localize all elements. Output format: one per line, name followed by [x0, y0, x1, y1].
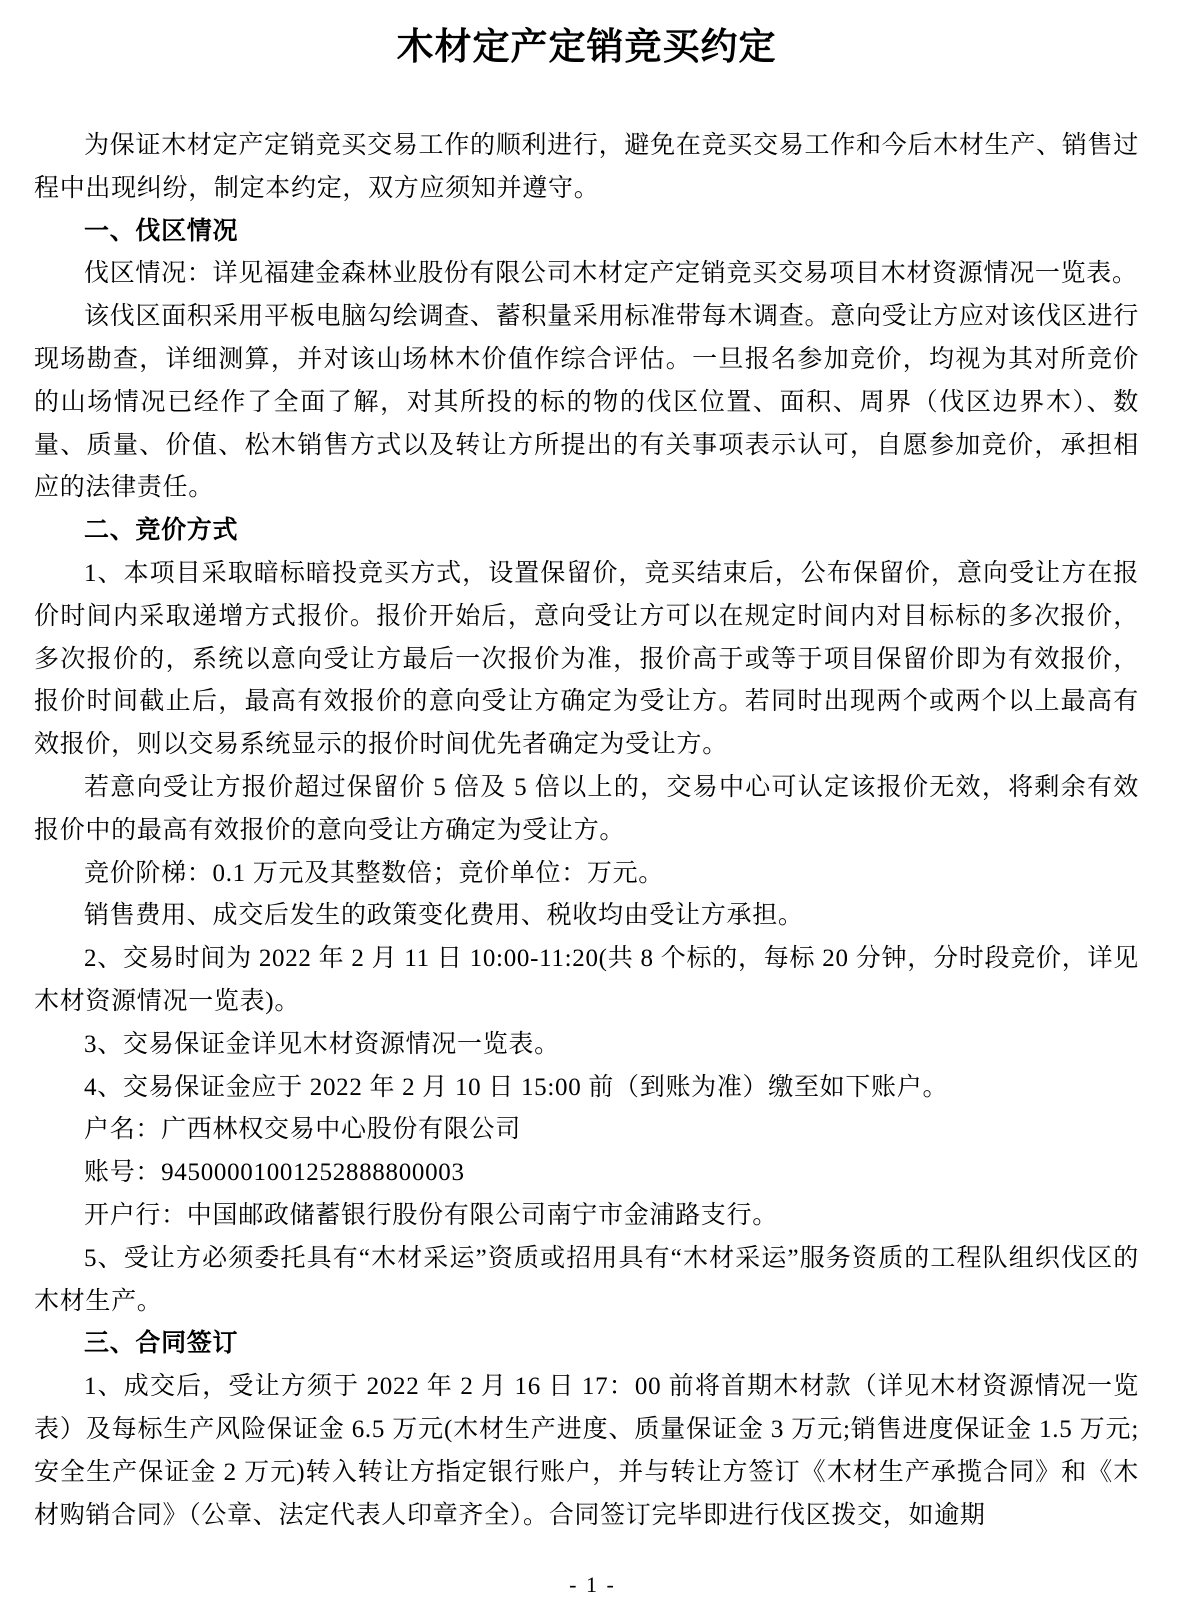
account-name-line: 户名：广西林权交易中心股份有限公司	[84, 1116, 521, 1144]
paragraph: 竞价阶梯：0.1 万元及其整数倍；竞价单位：万元。	[84, 859, 665, 887]
section-heading-1: 一、伐区情况	[84, 217, 239, 245]
paragraph: 1、成交后，受让方须于 2022 年 2 月 16 日 17：00 前将首期木材款（详见木材资源情况一览表）及每标生产风险保证金 6.5 万元(木材生产进度、质量保证金 3 万元;销售进度保证金 1.5 万元;安全生产保证金 2 万元)转入转让方指定银行账户，并与转让方签订《木材生产承揽合同》和《木材购销合同》（公章、法定代表人印章齐全）。合同签订完毕即进行伐区拨交，如逾期	[34, 1373, 1139, 1529]
paragraph: 伐区情况：详见福建金森林业股份有限公司木材定产定销竞买交易项目木材资源情况一览表。	[84, 260, 1138, 288]
paragraph: 2、交易时间为 2022 年 2 月 11 日 10:00-11:20(共 8 个标的，每标 20 分钟，分时段竞价，详见木材资源情况一览表)。	[34, 945, 1139, 1015]
intro-paragraph: 为保证木材定产定销竞买交易工作的顺利进行，避免在竞买交易工作和今后木材生产、销售过程中出现纠纷，制定本约定，双方应须知并遵守。	[34, 132, 1139, 202]
section-heading-3: 三、合同签订	[84, 1330, 239, 1358]
paragraph: 4、交易保证金应于 2022 年 2 月 10 日 15:00 前（到账为准）缴至如下账户。	[84, 1073, 949, 1101]
paragraph: 5、受让方必须委托具有“木材采运”资质或招用具有“木材采运”服务资质的工程队组织伐区的木材生产。	[34, 1244, 1139, 1315]
account-number-line: 账号：94500001001252888800003	[84, 1159, 465, 1187]
section-heading-2: 二、竞价方式	[84, 517, 239, 545]
paragraph: 该伐区面积采用平板电脑勾绘调查、蓄积量采用标准带每木调查。意向受让方应对该伐区进行现场勘查，详细测算，并对该山场林木价值作综合评估。一旦报名参加竞价，均视为其对所竞价的山场情况已经作了全面了解，对其所投的标的物的伐区位置、面积、周界（伐区边界木）、数量、质量、价值、松木销售方式以及转让方所提出的有关事项表示认可，自愿参加竞价，承担相应的法律责任。	[34, 303, 1139, 502]
paragraph: 销售费用、成交后发生的政策变化费用、税收均由受让方承担。	[84, 902, 804, 930]
paragraph: 1、本项目采取暗标暗投竞买方式，设置保留价，竞买结束后，公布保留价，意向受让方在报价时间内采取递增方式报价。报价开始后，意向受让方可以在规定时间内对目标标的多次报价，多次报价的，系统以意向受让方最后一次报价为准，报价高于或等于项目保留价即为有效报价，报价时间截止后，最高有效报价的意向受让方确定为受让方。若同时出现两个或两个以上最高有效报价，则以交易系统显示的报价时间优先者确定为受让方。	[34, 559, 1139, 759]
document-title: 木材定产定销竞买约定	[396, 27, 777, 68]
paragraph: 3、交易保证金详见木材资源情况一览表。	[84, 1030, 560, 1058]
bank-branch-line: 开户行：中国邮政储蓄银行股份有限公司南宁市金浦路支行。	[84, 1201, 778, 1229]
paragraph: 若意向受让方报价超过保留价 5 倍及 5 倍以上的，交易中心可认定该报价无效，将剩余有效报价中的最高有效报价的意向受让方确定为受让方。	[34, 773, 1139, 844]
page-number: - 1 -	[569, 1572, 616, 1597]
